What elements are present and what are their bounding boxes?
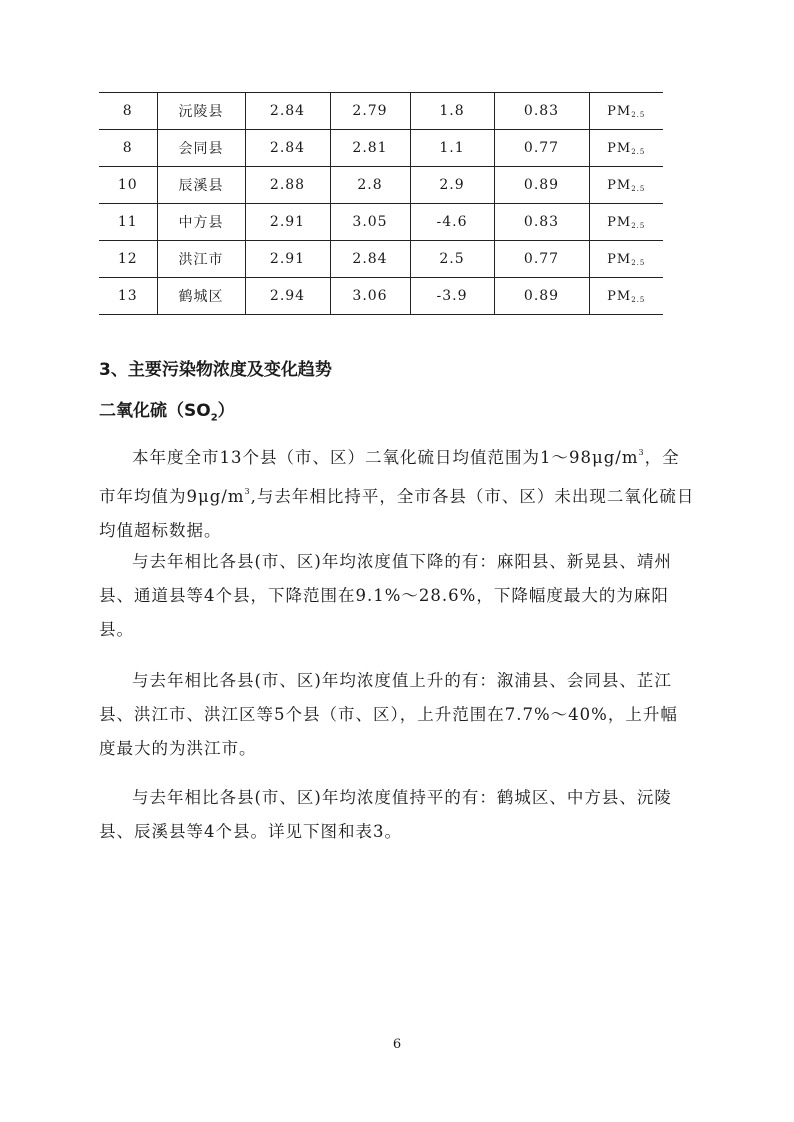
- rank-cell: 11: [99, 204, 157, 241]
- sub-heading-text: 二氧化硫（SO: [99, 401, 211, 421]
- change-cell: 1.8: [410, 93, 494, 130]
- sub-heading-close: ）: [217, 401, 235, 421]
- value-cell: 0.89: [494, 278, 589, 315]
- pollutant-subscript: 2.5: [631, 221, 646, 230]
- pollutant-name: PM: [607, 288, 632, 304]
- pollutant-subscript: 2.5: [631, 258, 646, 267]
- value-cell: 0.83: [494, 204, 589, 241]
- sub-heading-so2: [99, 396, 235, 423]
- primary-pollutant-cell: [589, 93, 663, 130]
- paragraph-text: 本年度全市13个县（市、区）二氧化硫日均值范围为1～98μg/m: [132, 448, 639, 467]
- primary-pollutant-cell: [589, 278, 663, 315]
- rank-cell: 10: [99, 167, 157, 204]
- value-cell: 2.88: [245, 167, 330, 204]
- primary-pollutant-cell: [589, 241, 663, 278]
- value-cell: 2.94: [245, 278, 330, 315]
- primary-pollutant-cell: [589, 167, 663, 204]
- pollutant-name: PM: [607, 214, 632, 230]
- paragraph-text: ,与去年相比持平，全市各县（市、区）未出现二氧化硫日均值超标数据。: [99, 487, 695, 540]
- ranking-table: [99, 92, 663, 315]
- rank-cell: 12: [99, 241, 157, 278]
- sub-heading-subscript: 2: [210, 412, 218, 424]
- value-cell: 2.81: [330, 130, 410, 167]
- value-cell: 2.91: [245, 241, 330, 278]
- pollutant-subscript: 2.5: [631, 147, 646, 156]
- table-row: [99, 93, 663, 130]
- value-cell: 3.06: [330, 278, 410, 315]
- county-name-cell: 中方县: [157, 204, 245, 241]
- value-cell: 0.77: [494, 130, 589, 167]
- pollutant-name: PM: [607, 177, 632, 193]
- change-cell: 1.1: [410, 130, 494, 167]
- change-cell: -4.6: [410, 204, 494, 241]
- county-name-cell: 洪江市: [157, 241, 245, 278]
- county-name-cell: 辰溪县: [157, 167, 245, 204]
- pollutant-subscript: 2.5: [631, 184, 646, 193]
- value-cell: 2.79: [330, 93, 410, 130]
- change-cell: -3.9: [410, 278, 494, 315]
- pollutant-name: PM: [607, 251, 632, 267]
- table-row: [99, 204, 663, 241]
- page-number: 6: [392, 1037, 402, 1052]
- value-cell: 2.84: [245, 130, 330, 167]
- paragraph-unchanged: 与去年相比各县(市、区)年均浓度值持平的有：鹤城区、中方县、沅陵县、辰溪县等4个县。详见下图和表3。: [99, 788, 672, 841]
- primary-pollutant-cell: [589, 204, 663, 241]
- pollutant-subscript: 2.5: [631, 295, 646, 304]
- rank-cell: 13: [99, 278, 157, 315]
- value-cell: 0.77: [494, 241, 589, 278]
- value-cell: 0.89: [494, 167, 589, 204]
- change-cell: 2.5: [410, 241, 494, 278]
- value-cell: 2.91: [245, 204, 330, 241]
- table-row: [99, 241, 663, 278]
- superscript: 3: [638, 448, 645, 457]
- paragraph-increase: 与去年相比各县(市、区)年均浓度值上升的有：溆浦县、会同县、芷江县、洪江市、洪江区等5个县（市、区），上升范围在7.7%～40%，上升幅度最大的为洪江市。: [99, 671, 678, 758]
- pollutant-subscript: 2.5: [631, 110, 646, 119]
- rank-cell: 8: [99, 130, 157, 167]
- table-row: [99, 130, 663, 167]
- paragraph-text: ，全市年均值为9μg/m: [99, 448, 680, 506]
- rank-cell: 8: [99, 93, 157, 130]
- county-name-cell: 鹤城区: [157, 278, 245, 315]
- superscript: 3: [244, 487, 251, 496]
- table-row: [99, 167, 663, 204]
- value-cell: 2.84: [245, 93, 330, 130]
- paragraph-overview: [99, 436, 695, 548]
- change-cell: 2.9: [410, 167, 494, 204]
- pollutant-name: PM: [607, 103, 632, 119]
- table-row: [99, 278, 663, 315]
- primary-pollutant-cell: [589, 130, 663, 167]
- section-heading: 3、主要污染物浓度及变化趋势: [99, 360, 332, 380]
- value-cell: 2.84: [330, 241, 410, 278]
- value-cell: 3.05: [330, 204, 410, 241]
- pollutant-name: PM: [607, 140, 632, 156]
- paragraph-decrease: 与去年相比各县(市、区)年均浓度值下降的有：麻阳县、新晃县、靖州县、通道县等4个县，下降范围在9.1%～28.6%，下降幅度最大的为麻阳县。: [99, 552, 672, 639]
- value-cell: 2.8: [330, 167, 410, 204]
- county-name-cell: 沅陵县: [157, 93, 245, 130]
- county-name-cell: 会同县: [157, 130, 245, 167]
- value-cell: 0.83: [494, 93, 589, 130]
